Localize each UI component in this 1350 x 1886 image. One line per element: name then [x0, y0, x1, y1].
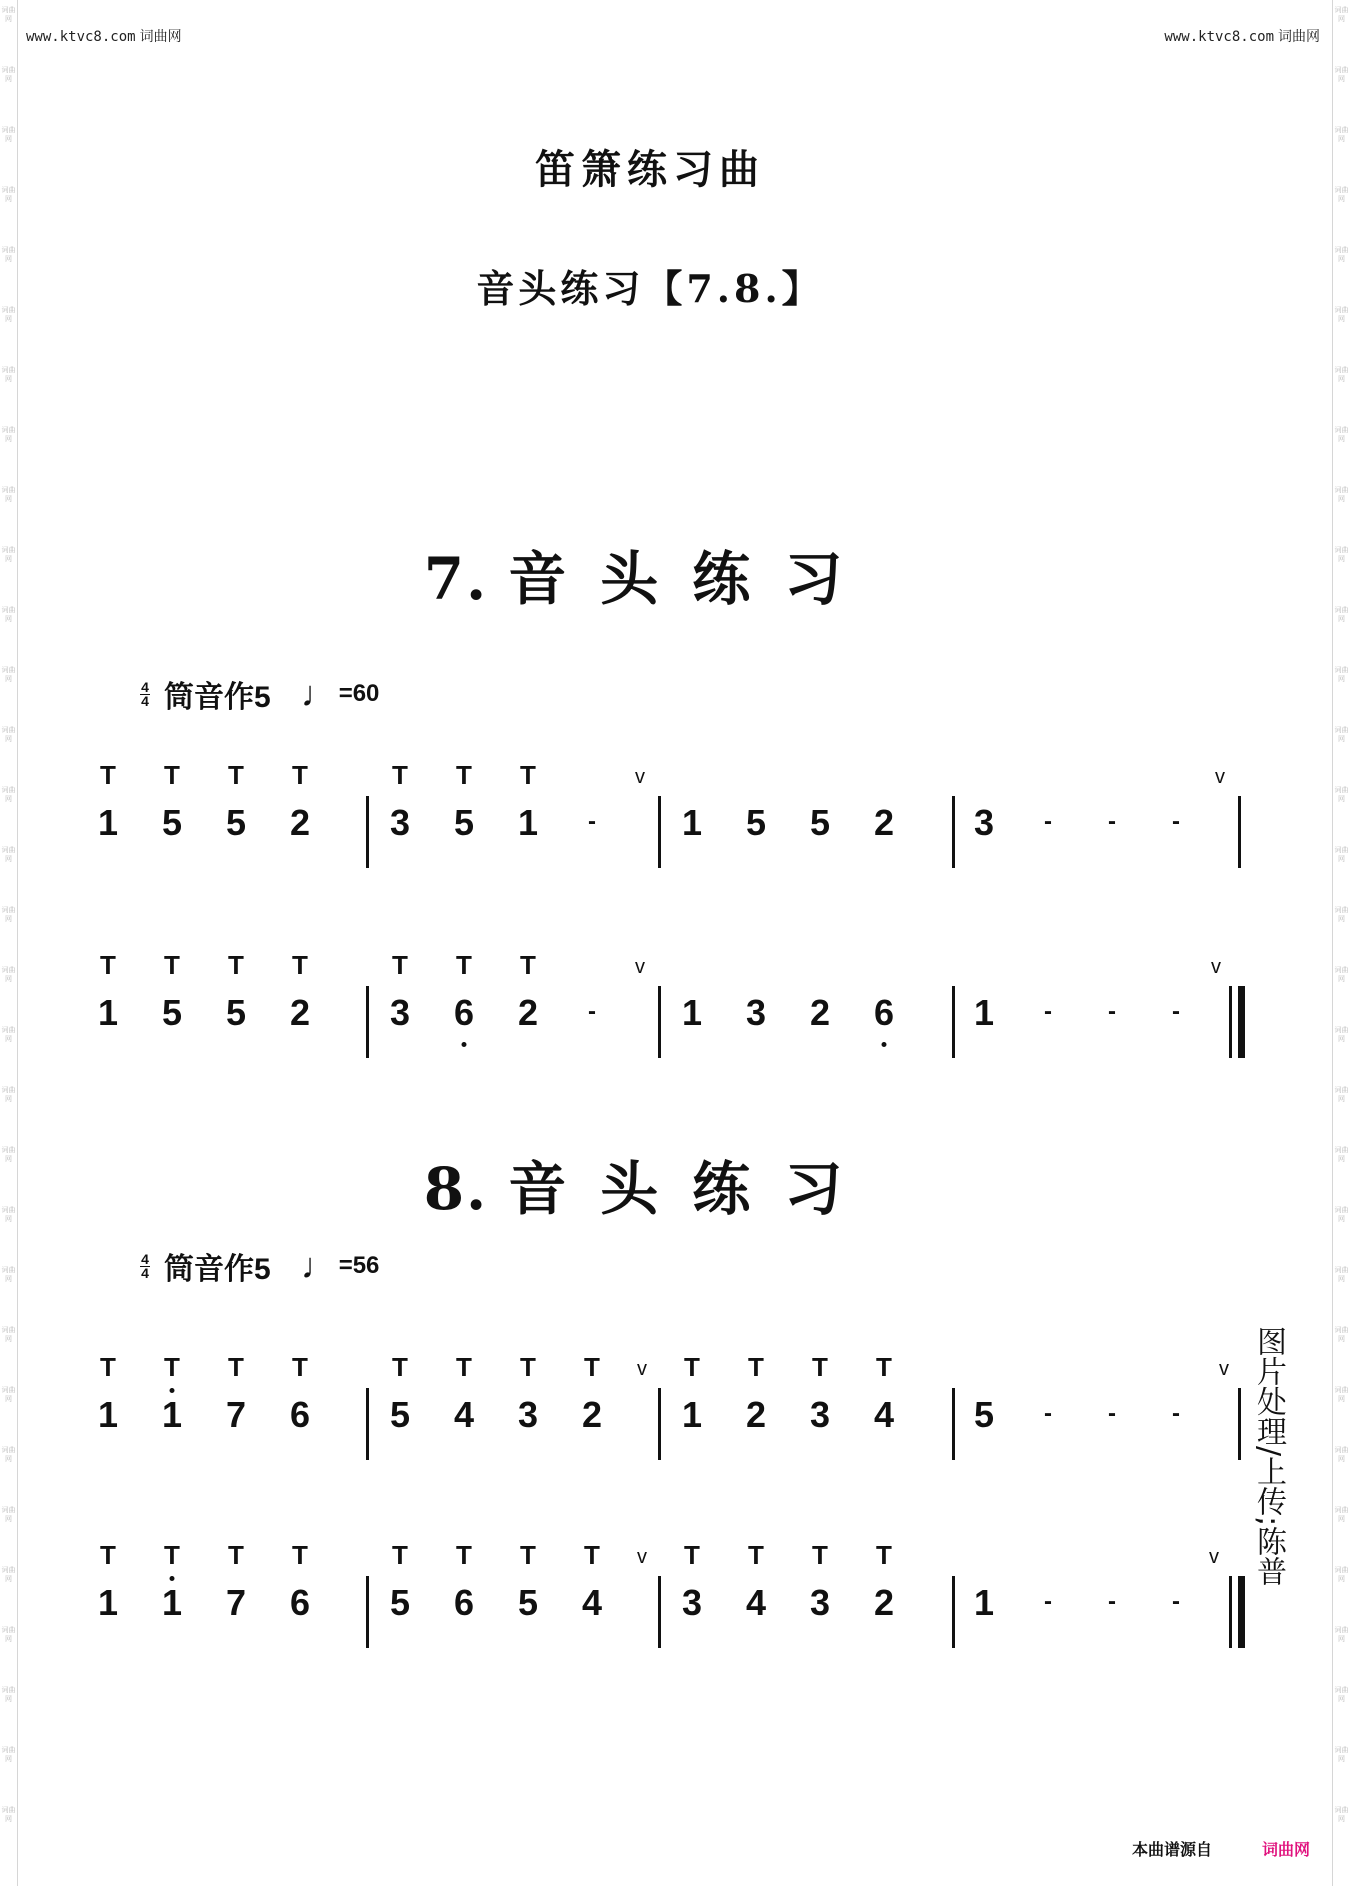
note-digit: 3 [745, 992, 767, 1033]
tongue-mark: T [812, 1352, 828, 1382]
note-digit: 5 [161, 802, 183, 843]
high-octave-dot [170, 1576, 175, 1581]
section-7-title [0, 532, 1300, 616]
note-digit: 5 [453, 802, 475, 843]
header-site-right: 词曲网 [1278, 29, 1320, 45]
note-digit: 5 [225, 802, 247, 843]
note-digit: 1 [681, 1394, 703, 1435]
sustain-dash: - [1108, 1400, 1116, 1427]
note-digit: 4 [745, 1582, 767, 1623]
watermark-mark: 词曲网 [1334, 1326, 1349, 1343]
note-digit: 2 [517, 992, 539, 1033]
note-digit: 4 [581, 1582, 603, 1623]
watermark-mark: 词曲网 [1334, 186, 1349, 203]
tongue-mark: T [520, 1540, 536, 1570]
note-digit: 2 [873, 1582, 895, 1623]
final-bar-line [1238, 1576, 1245, 1648]
watermark-mark: 词曲网 [1, 126, 16, 143]
watermark-mark: 词曲网 [1334, 1806, 1349, 1823]
upload-credit: 图片处理/上传;陈普 [1251, 1326, 1286, 1587]
tongue-mark: T [164, 1540, 180, 1570]
note-digit: 3 [973, 802, 995, 843]
watermark-mark: 词曲网 [1, 1266, 16, 1283]
tongue-mark: T [100, 950, 116, 980]
tongue-mark: T [456, 760, 472, 790]
tongue-mark: T [164, 950, 180, 980]
sustain-dash: - [1044, 1400, 1052, 1427]
watermark-mark: 词曲网 [1, 1386, 16, 1403]
watermark-mark: 词曲网 [1, 1446, 16, 1463]
section-7-line-1 [0, 760, 1350, 880]
header-url-right [1164, 26, 1320, 46]
watermark-mark: 词曲网 [1, 786, 16, 803]
note-digit: 1 [973, 992, 995, 1033]
tongue-mark: T [292, 950, 308, 980]
note-digit: 1 [161, 1582, 183, 1623]
watermark-mark: 词曲网 [1334, 6, 1349, 23]
bar-line [366, 1388, 369, 1460]
watermark-mark: 词曲网 [1334, 1746, 1349, 1763]
watermark-mark: 词曲网 [1, 726, 16, 743]
watermark-mark: 词曲网 [1334, 966, 1349, 983]
breath-mark: v [1219, 1358, 1229, 1380]
footer-brand: 词曲网 [1261, 1840, 1310, 1859]
sustain-dash: - [1172, 1400, 1180, 1427]
low-octave-dot [462, 1042, 467, 1047]
watermark-mark: 词曲网 [1, 1626, 16, 1643]
note-digit: 5 [809, 802, 831, 843]
breath-mark: v [1209, 1546, 1219, 1568]
watermark-mark: 词曲网 [1, 966, 16, 983]
sustain-dash: - [1044, 998, 1052, 1025]
tongue-mark: T [392, 950, 408, 980]
watermark-mark: 词曲网 [1, 426, 16, 443]
sustain-dash: - [1172, 808, 1180, 835]
bar-line [658, 1576, 661, 1648]
watermark-mark: 词曲网 [1, 1506, 16, 1523]
bar-line [658, 1388, 661, 1460]
watermark-mark: 词曲网 [1, 606, 16, 623]
tongue-mark: T [100, 1540, 116, 1570]
bar-line [366, 986, 369, 1058]
watermark-mark: 词曲网 [1, 1086, 16, 1103]
note-digit: 5 [517, 1582, 539, 1623]
footer [1132, 1837, 1310, 1860]
bar-line [366, 1576, 369, 1648]
watermark-mark: 词曲网 [1334, 1206, 1349, 1223]
note-digit: 2 [581, 1394, 603, 1435]
note-digit: 1 [681, 992, 703, 1033]
tongue-mark: T [876, 1352, 892, 1382]
tongue-mark: T [684, 1352, 700, 1382]
note-digit: 1 [97, 992, 119, 1033]
bar-line [952, 1388, 955, 1460]
watermark-mark: 词曲网 [1, 1206, 16, 1223]
bar-line [952, 796, 955, 868]
note-digit: 6 [453, 1582, 475, 1623]
breath-mark: v [1211, 956, 1221, 978]
breath-mark: v [637, 1358, 647, 1380]
watermark-mark: 词曲网 [1, 1746, 16, 1763]
tongue-mark: T [456, 1352, 472, 1382]
watermark-mark: 词曲网 [1334, 1266, 1349, 1283]
watermark-mark: 词曲网 [1334, 1026, 1349, 1043]
tongue-mark: T [164, 760, 180, 790]
watermark-mark: 词曲网 [1334, 666, 1349, 683]
watermark-mark: 词曲网 [1, 66, 16, 83]
section-7-meta [140, 672, 379, 716]
breath-mark: v [637, 1546, 647, 1568]
note-digit: 1 [161, 1394, 183, 1435]
note-digit: 3 [389, 802, 411, 843]
low-octave-dot [882, 1042, 887, 1047]
section-8-title [0, 1142, 1300, 1226]
note-digit: 2 [289, 802, 311, 843]
note-digit: 2 [809, 992, 831, 1033]
watermark-mark: 词曲网 [1334, 606, 1349, 623]
end-bar-line [1238, 1388, 1241, 1460]
high-octave-dot [170, 1388, 175, 1393]
watermark-mark: 词曲网 [1334, 1566, 1349, 1583]
watermark-mark: 词曲网 [1334, 366, 1349, 383]
sustain-dash: - [1044, 808, 1052, 835]
note-digit: 1 [97, 1394, 119, 1435]
section-8-time-signature [140, 1250, 150, 1281]
tongue-mark: T [292, 1352, 308, 1382]
watermark-mark: 词曲网 [1, 366, 16, 383]
watermark-mark: 词曲网 [1, 246, 16, 263]
watermark-mark: 词曲网 [1, 486, 16, 503]
bar-line [658, 986, 661, 1058]
tongue-mark: T [584, 1540, 600, 1570]
end-bar-line [1238, 796, 1241, 868]
time-sig-bottom: 4 [141, 1264, 149, 1281]
breath-mark: v [1215, 766, 1225, 788]
page-subtitle: 音头练习【7.8.】 [476, 266, 824, 311]
tongue-mark: T [228, 760, 244, 790]
note-digit: 5 [161, 992, 183, 1033]
tongue-mark: T [228, 1540, 244, 1570]
watermark-mark: 词曲网 [1334, 846, 1349, 863]
watermark-mark: 词曲网 [1334, 126, 1349, 143]
watermark-mark: 词曲网 [1, 1146, 16, 1163]
note-digit: 1 [97, 1582, 119, 1623]
note-digit: 2 [745, 1394, 767, 1435]
watermark-mark: 词曲网 [1334, 486, 1349, 503]
note-digit: 4 [453, 1394, 475, 1435]
bar-line [658, 796, 661, 868]
tongue-mark: T [684, 1540, 700, 1570]
section-8-line-1 [0, 1352, 1350, 1472]
watermark-mark: 词曲网 [1334, 426, 1349, 443]
section-8-meta [140, 1244, 379, 1288]
watermark-mark: 词曲网 [1334, 546, 1349, 563]
page-title: 笛箫练习曲 [535, 146, 765, 193]
watermark-mark: 词曲网 [1, 1686, 16, 1703]
tongue-mark: T [228, 950, 244, 980]
tongue-mark: T [520, 760, 536, 790]
section-7-number: 7. [423, 545, 489, 613]
breath-mark: v [635, 956, 645, 978]
tongue-mark: T [456, 1540, 472, 1570]
tongue-mark: T [748, 1352, 764, 1382]
note-digit: 1 [97, 802, 119, 843]
section-8-line-2 [0, 1540, 1350, 1660]
tongue-mark: T [520, 950, 536, 980]
final-bar-thin-line [1229, 1576, 1232, 1648]
watermark-mark: 词曲网 [1, 846, 16, 863]
watermark-mark: 词曲网 [1334, 66, 1349, 83]
watermark-mark: 词曲网 [1, 1026, 16, 1043]
note-digit: 3 [809, 1394, 831, 1435]
tongue-mark: T [812, 1540, 828, 1570]
time-sig-top: 4 [141, 678, 149, 695]
footer-source: 本曲谱源自 [1131, 1840, 1212, 1859]
note-digit: 5 [225, 992, 247, 1033]
time-sig-top: 4 [141, 1250, 149, 1267]
watermark-mark: 词曲网 [1, 1566, 16, 1583]
watermark-mark: 词曲网 [1334, 1686, 1349, 1703]
watermark-mark: 词曲网 [1334, 246, 1349, 263]
tongue-mark: T [228, 1352, 244, 1382]
note-digit: 5 [973, 1394, 995, 1435]
final-bar-line [1238, 986, 1245, 1058]
tongue-mark: T [520, 1352, 536, 1382]
sustain-dash: - [1108, 998, 1116, 1025]
sustain-dash: - [1108, 1588, 1116, 1615]
note-digit: 6 [289, 1582, 311, 1623]
watermark-mark: 词曲网 [1334, 1386, 1349, 1403]
note-digit: 3 [389, 992, 411, 1033]
note-digit: 6 [873, 992, 895, 1033]
note-digit: 3 [517, 1394, 539, 1435]
tongue-mark: T [748, 1540, 764, 1570]
watermark-mark: 词曲网 [1334, 1626, 1349, 1643]
watermark-mark: 词曲网 [1334, 726, 1349, 743]
section-8-key: 筒音作5 [164, 1253, 271, 1286]
tongue-mark: T [164, 1352, 180, 1382]
note-digit: 2 [873, 802, 895, 843]
header-url-right-text: www.ktvc8.com [1164, 29, 1274, 45]
bar-line [366, 796, 369, 868]
header-url-left [26, 26, 182, 46]
watermark-mark: 词曲网 [1, 546, 16, 563]
section-8-tempo: =56 [338, 1252, 380, 1279]
tongue-mark: T [392, 760, 408, 790]
watermark-mark: 词曲网 [1, 306, 16, 323]
tongue-mark: T [392, 1352, 408, 1382]
tongue-mark: T [292, 760, 308, 790]
tongue-mark: T [100, 760, 116, 790]
watermark-mark: 词曲网 [1334, 906, 1349, 923]
header-site-left: 词曲网 [139, 29, 182, 45]
final-bar-thin-line [1229, 986, 1232, 1058]
sustain-dash: - [1108, 808, 1116, 835]
note-digit: 1 [973, 1582, 995, 1623]
section-7-key: 筒音作5 [164, 681, 271, 714]
note-digit: 7 [225, 1582, 247, 1623]
section-7-tempo: =60 [338, 680, 380, 707]
time-sig-bottom: 4 [141, 692, 149, 709]
note-digit: 1 [681, 802, 703, 843]
sustain-dash: - [1044, 1588, 1052, 1615]
note-digit: 3 [809, 1582, 831, 1623]
section-7-name: 音头练习 [508, 545, 877, 613]
note-digit: 6 [453, 992, 475, 1033]
header-url-left-text: www.ktvc8.com [26, 29, 136, 45]
section-8-number: 8. [423, 1155, 489, 1223]
tongue-mark: T [876, 1540, 892, 1570]
watermark-mark: 词曲网 [1334, 1506, 1349, 1523]
sustain-dash: - [1172, 1588, 1180, 1615]
note-digit: 4 [873, 1394, 895, 1435]
note-digit: 5 [389, 1582, 411, 1623]
watermark-mark: 词曲网 [1334, 1446, 1349, 1463]
quarter-note-icon: ♩ [300, 1245, 337, 1286]
note-digit: 5 [745, 802, 767, 843]
watermark-mark: 词曲网 [1334, 786, 1349, 803]
quarter-note-icon: ♩ [300, 673, 337, 714]
section-7-time-signature [140, 678, 150, 709]
tongue-mark: T [456, 950, 472, 980]
tongue-mark: T [292, 1540, 308, 1570]
sustain-dash: - [588, 808, 596, 835]
note-digit: 3 [681, 1582, 703, 1623]
note-digit: 2 [289, 992, 311, 1033]
watermark-mark: 词曲网 [1, 1326, 16, 1343]
note-digit: 6 [289, 1394, 311, 1435]
tongue-mark: T [100, 1352, 116, 1382]
watermark-mark: 词曲网 [1, 666, 16, 683]
watermark-mark: 词曲网 [1, 186, 16, 203]
breath-mark: v [635, 766, 645, 788]
tongue-mark: T [392, 1540, 408, 1570]
section-7-line-2 [0, 950, 1350, 1070]
tongue-mark: T [584, 1352, 600, 1382]
watermark-mark: 词曲网 [1, 906, 16, 923]
watermark-mark: 词曲网 [1334, 306, 1349, 323]
watermark-mark: 词曲网 [1, 6, 16, 23]
sustain-dash: - [1172, 998, 1180, 1025]
watermark-mark: 词曲网 [1334, 1086, 1349, 1103]
note-digit: 1 [517, 802, 539, 843]
sustain-dash: - [588, 998, 596, 1025]
note-digit: 5 [389, 1394, 411, 1435]
bar-line [952, 986, 955, 1058]
watermark-mark: 词曲网 [1, 1806, 16, 1823]
note-digit: 7 [225, 1394, 247, 1435]
section-8-name: 音头练习 [508, 1155, 877, 1223]
bar-line [952, 1576, 955, 1648]
watermark-mark: 词曲网 [1334, 1146, 1349, 1163]
